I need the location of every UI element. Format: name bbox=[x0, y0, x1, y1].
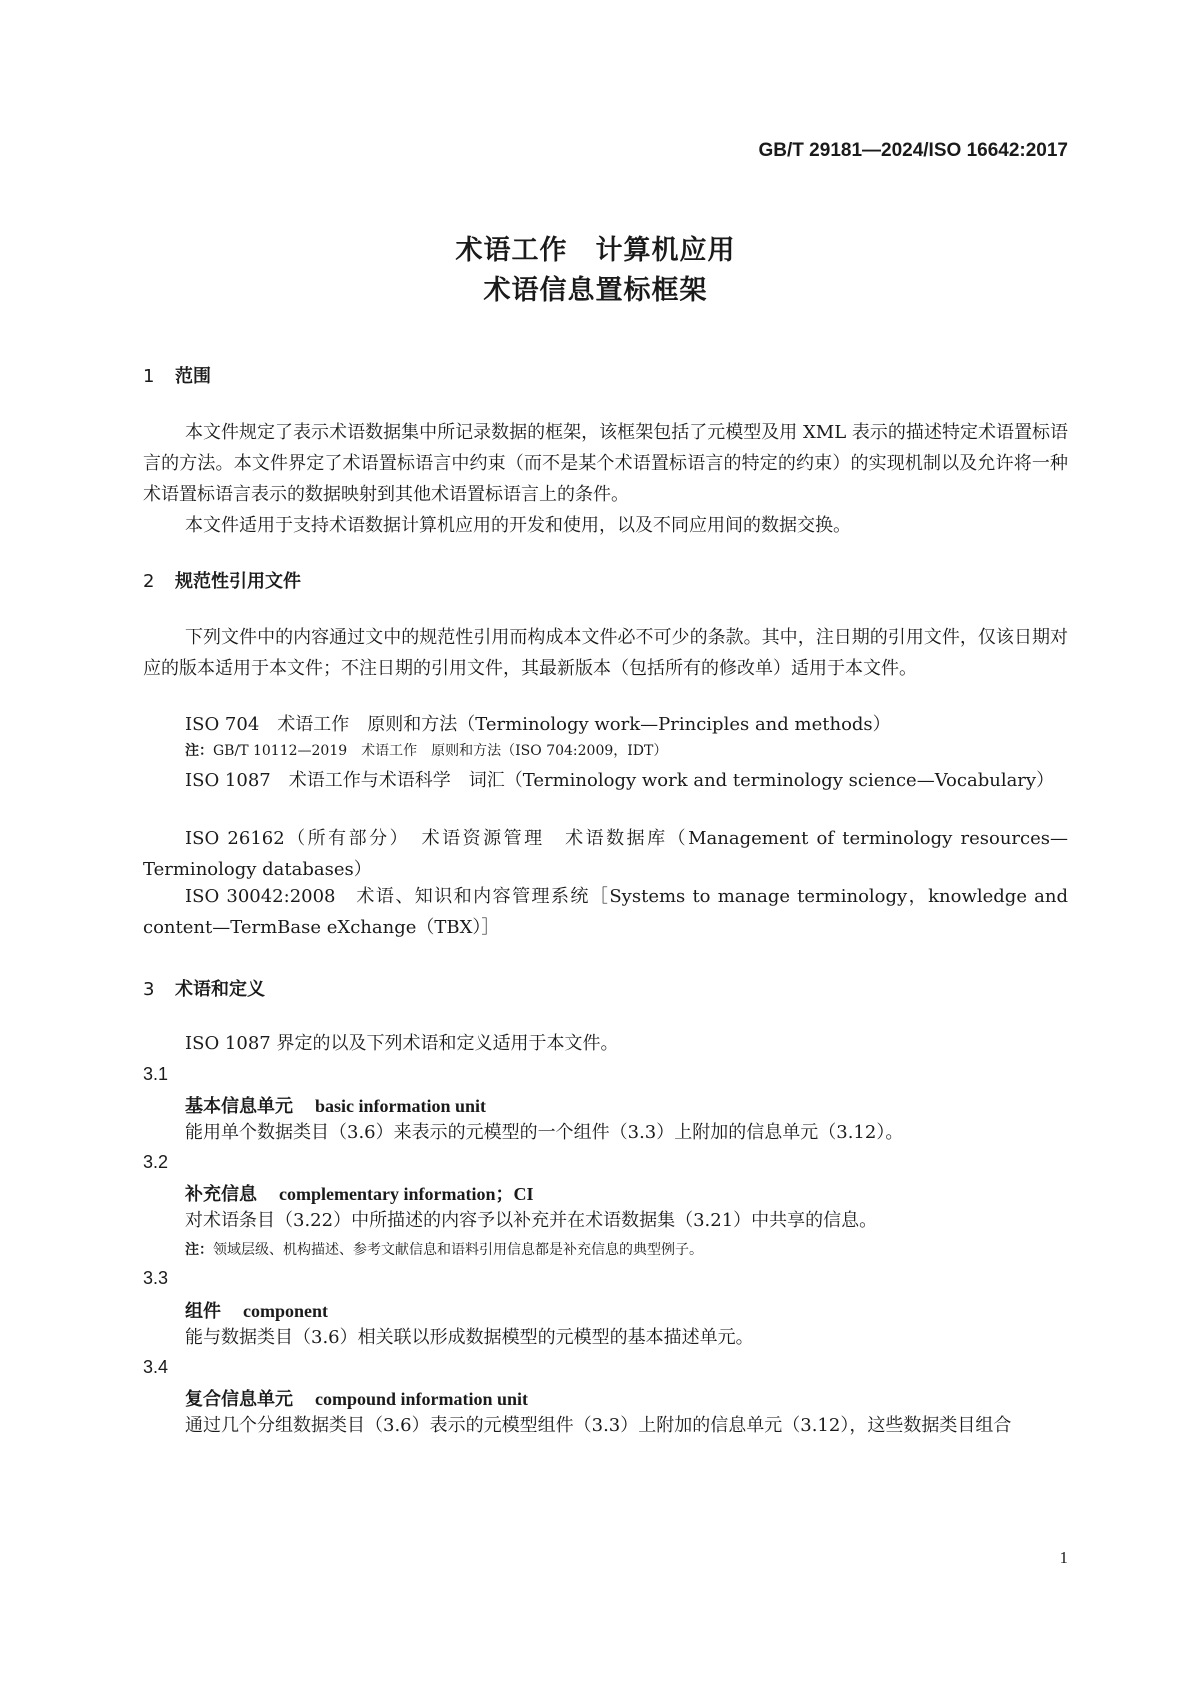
section-title: 规范性引用文件 bbox=[175, 571, 301, 592]
term-number: 3.2 bbox=[143, 1152, 169, 1172]
term-zh: 复合信息单元 bbox=[185, 1389, 293, 1410]
document-title-line1: 术语工作 计算机应用 bbox=[455, 235, 736, 266]
page-number: 1 bbox=[1059, 1548, 1068, 1567]
term-zh: 补充信息 bbox=[185, 1184, 257, 1205]
note-text: 领域层级、机构描述、参考文献信息和语料引用信息都是补充信息的典型例子。 bbox=[213, 1242, 703, 1258]
reference-iso-30042: ISO 30042:2008 术语、知识和内容管理系统［Systems to manage terminology，knowledge and content—TermBase eXchange（TBX）］ bbox=[143, 886, 1068, 938]
term-entry bbox=[185, 1297, 328, 1323]
term-definition: 能用单个数据类目（3.6）来表示的元模型的一个组件（3.3）上附加的信息单元（3.12）。 bbox=[185, 1122, 904, 1143]
term-en: compound information unit bbox=[315, 1389, 529, 1409]
term-number: 3.1 bbox=[143, 1064, 169, 1084]
reference-note bbox=[185, 740, 1068, 762]
section-number: 1 bbox=[143, 366, 155, 387]
term-entry bbox=[185, 1385, 528, 1411]
term-definition: 通过几个分组数据类目（3.6）表示的元模型组件（3.3）上附加的信息单元（3.12），这些数据类目组合 bbox=[185, 1415, 1012, 1436]
scope-paragraph-2: 本文件适用于支持术语数据计算机应用的开发和使用，以及不同应用间的数据交换。 bbox=[185, 515, 851, 536]
term-definition: 能与数据类目（3.6）相关联以形成数据模型的元模型的基本描述单元。 bbox=[185, 1327, 754, 1348]
reference-iso-1087: ISO 1087 术语工作与术语科学 词汇（Terminology work and terminology science—Vocabulary） bbox=[185, 770, 1055, 791]
term-note bbox=[185, 1239, 1068, 1261]
term-zh: 基本信息单元 bbox=[185, 1096, 293, 1117]
reference-iso-704: ISO 704 术语工作 原则和方法（Terminology work—Principles and methods） bbox=[185, 714, 891, 735]
note-text: GB/T 10112—2019 术语工作 原则和方法（ISO 704:2009，IDT） bbox=[213, 743, 668, 759]
scope-paragraph-1: 本文件规定了表示术语数据集中所记录数据的框架，该框架包括了元模型及用 XML 表示的描述特定术语置标语言的方法。本文件界定了术语置标语言中约束（而不是某个术语置标语言的特定的约束）的实现机制以及允许将一种术语置标语言表示的数据映射到其他术语置标语言上的条件。 bbox=[143, 422, 1068, 505]
reference-iso-26162: ISO 26162（所有部分） 术语资源管理 术语数据库（Management of terminology resources—Terminology databases） bbox=[143, 828, 1068, 880]
term-definition: 对术语条目（3.22）中所描述的内容予以补充并在术语数据集（3.21）中共享的信息。 bbox=[185, 1210, 878, 1231]
note-label: 注： bbox=[185, 1242, 213, 1258]
standard-code: GB/T 29181—2024/ISO 16642:2017 bbox=[758, 140, 1068, 161]
term-en: component bbox=[243, 1301, 328, 1321]
term-zh: 组件 bbox=[185, 1301, 221, 1322]
section-title: 范围 bbox=[175, 366, 211, 387]
section-number: 2 bbox=[143, 571, 155, 592]
section-number: 3 bbox=[143, 979, 155, 1000]
term-entry bbox=[185, 1092, 486, 1118]
document-title-line2: 术语信息置标框架 bbox=[483, 275, 708, 306]
term-en: basic information unit bbox=[315, 1096, 487, 1116]
term-entry bbox=[185, 1180, 533, 1206]
term-number: 3.3 bbox=[143, 1268, 169, 1288]
section-1-heading bbox=[143, 362, 211, 388]
note-label: 注： bbox=[185, 743, 213, 759]
section-3-heading bbox=[143, 975, 265, 1001]
section-2-heading bbox=[143, 567, 301, 593]
term-en: complementary information；CI bbox=[279, 1184, 534, 1204]
terms-intro: ISO 1087 界定的以及下列术语和定义适用于本文件。 bbox=[185, 1033, 619, 1054]
references-intro: 下列文件中的内容通过文中的规范性引用而构成本文件必不可少的条款。其中，注日期的引用文件，仅该日期对应的版本适用于本文件；不注日期的引用文件，其最新版本（包括所有的修改单）适用于本文件。 bbox=[143, 627, 1068, 679]
section-title: 术语和定义 bbox=[175, 979, 265, 1000]
term-number: 3.4 bbox=[143, 1357, 169, 1377]
